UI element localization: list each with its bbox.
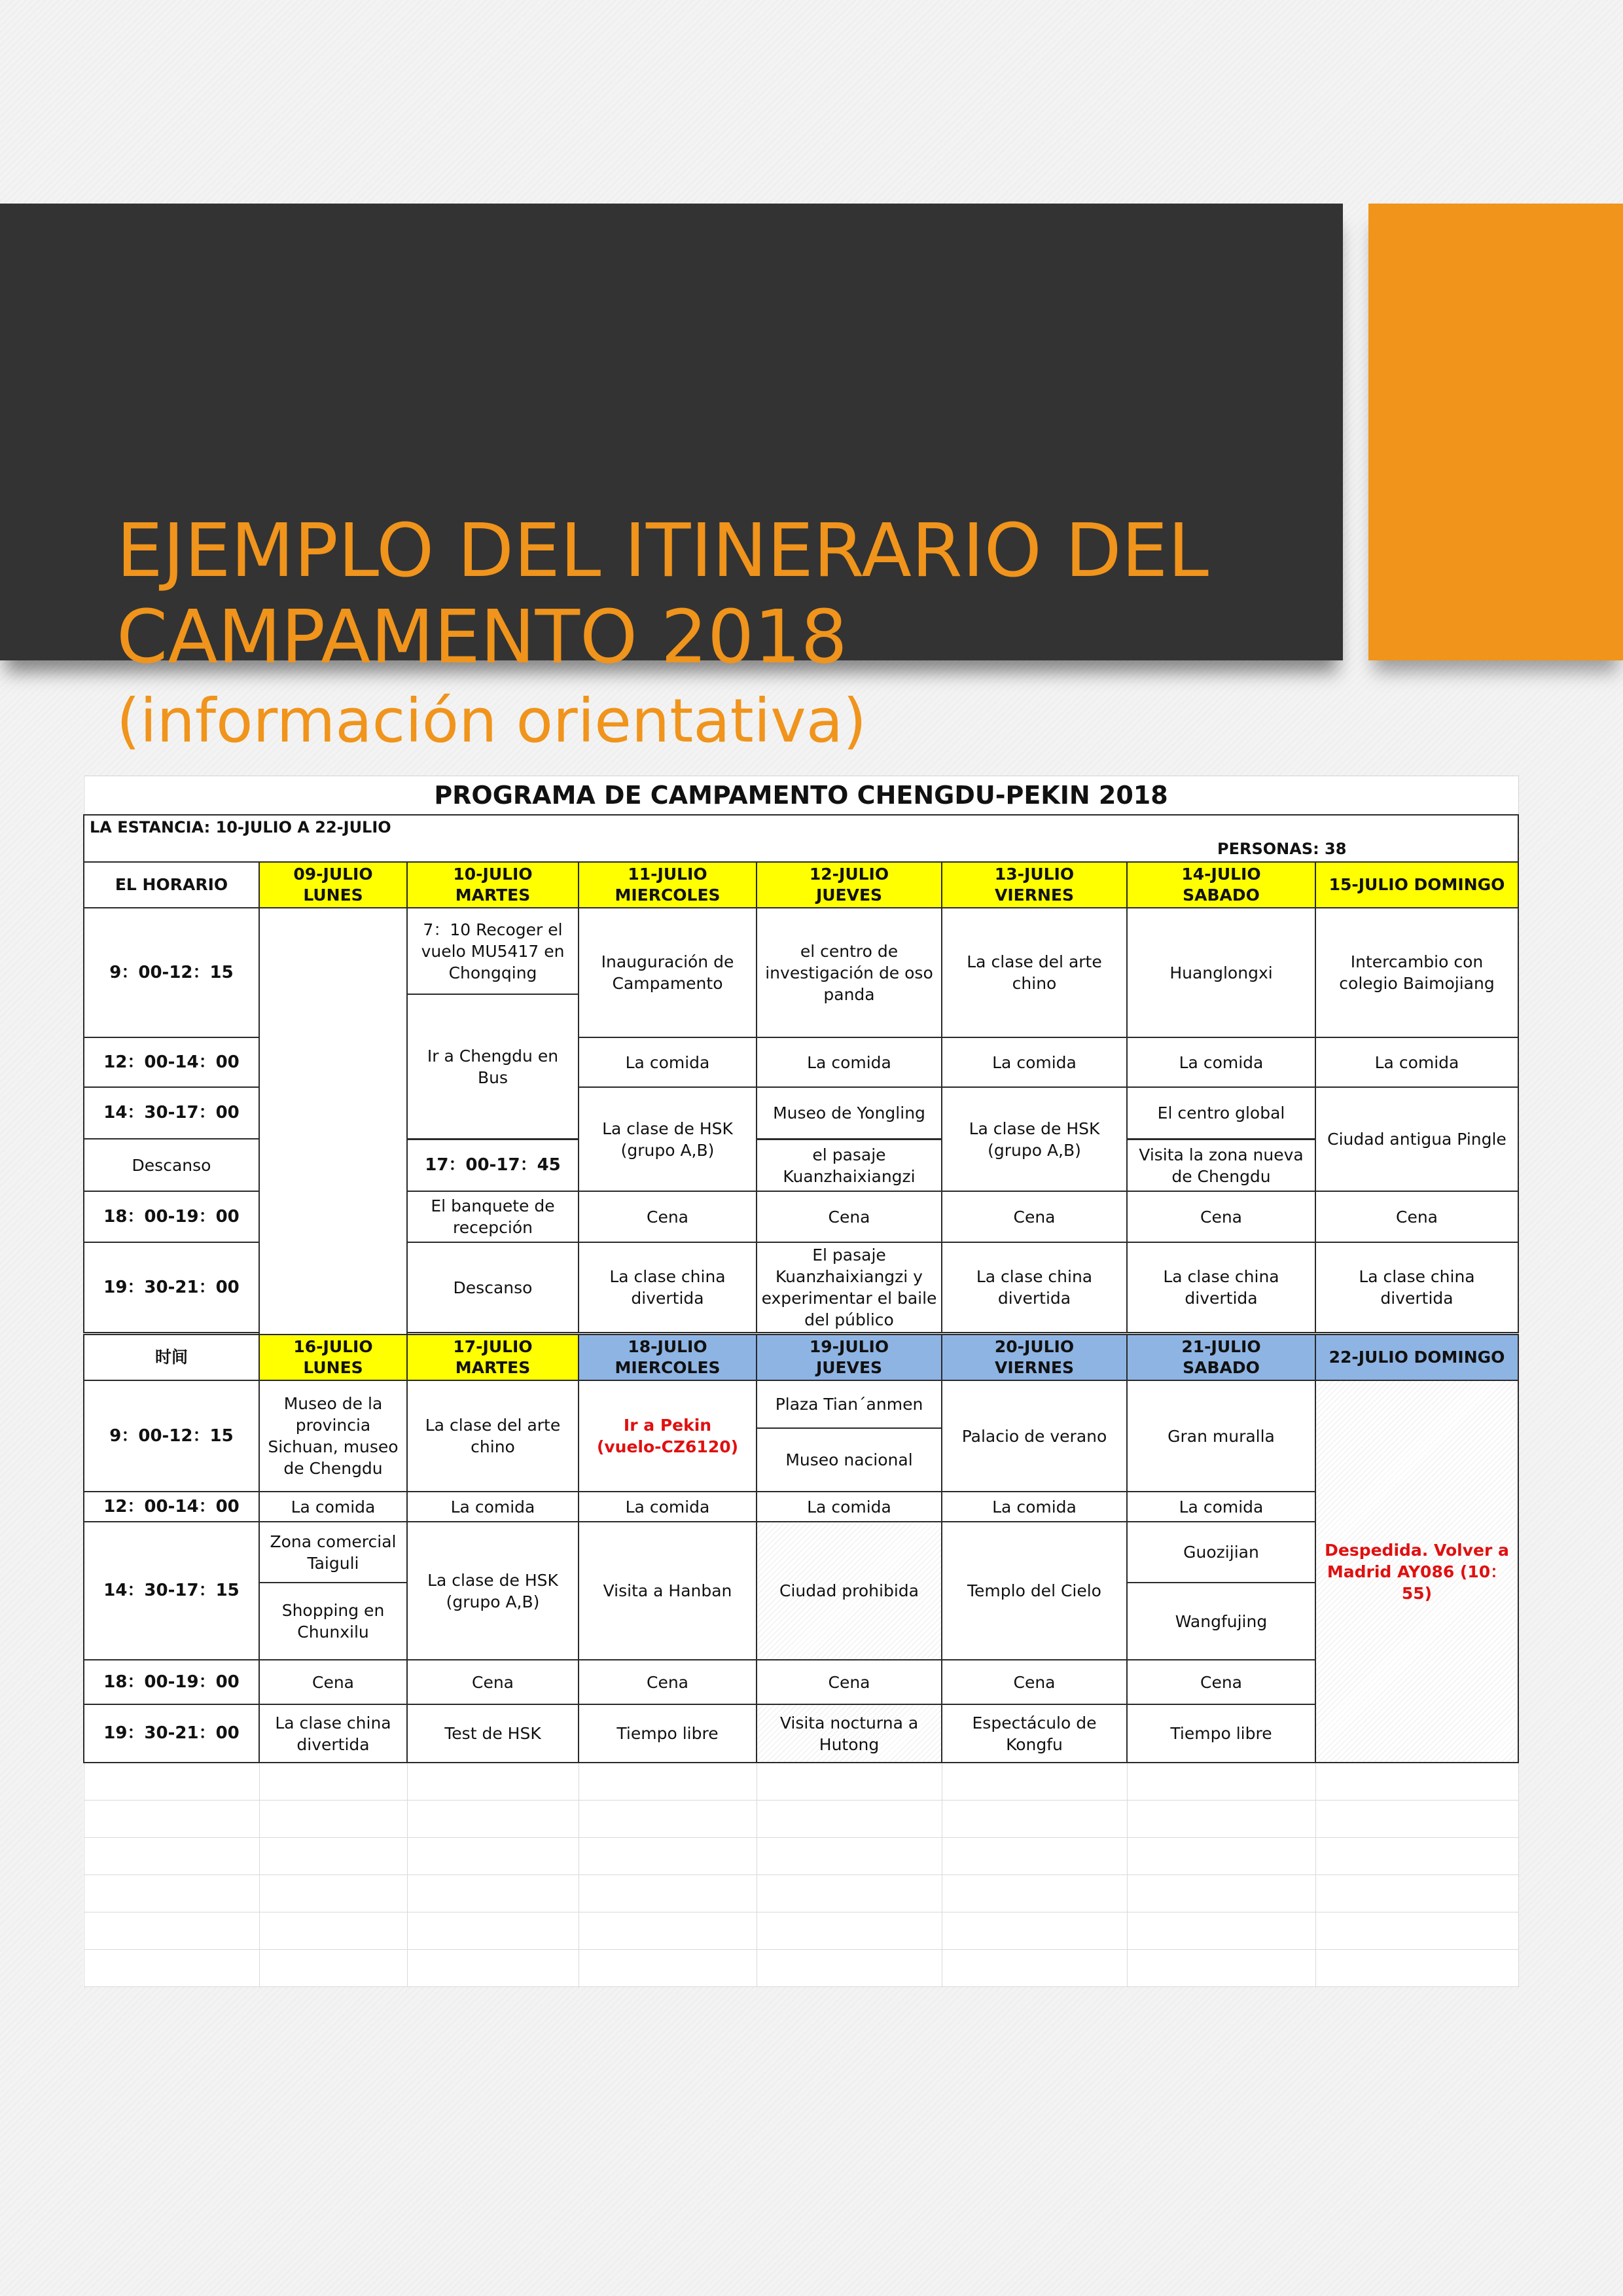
schedule-cell: El centro global [1127,1087,1315,1139]
schedule-cell: Cena [1315,1191,1518,1242]
schedule-cell: Plaza Tian´anmen [757,1380,942,1428]
empty-grid-cell [1315,1838,1518,1875]
empty-grid-cell [942,1912,1127,1950]
schedule-cell: Huanglongxi [1127,908,1315,1037]
empty-grid-cell [84,1838,259,1875]
flight-line-1: Ir a Pekin [623,1416,712,1435]
time-slot: 9：00-12：15 [84,1380,259,1492]
empty-grid-cell [84,1801,259,1838]
schedule-cell: El banquete de recepción [407,1191,579,1242]
orange-accent-block [1368,204,1623,660]
empty-grid-cell [757,1912,942,1950]
schedule-cell: La comida [259,1492,407,1522]
time-slot: 9：00-12：15 [84,908,259,1037]
schedule-cell: Intercambio con colegio Baimojiang [1315,908,1518,1037]
day-header [259,1335,407,1380]
schedule-cell: La clase del arte chino [407,1380,579,1492]
empty-grid-cell [1127,1950,1315,1987]
day-name: JUEVES [815,1358,883,1377]
table-title-row [84,776,1518,816]
empty-grid-cell [84,1875,259,1912]
time-slot: 14：30-17：00 [84,1087,259,1139]
empty-grid-cell [942,1838,1127,1875]
day-header [579,862,757,908]
empty-grid-cell [1127,1875,1315,1912]
day-date: 12-JULIO [809,865,889,884]
table-title: PROGRAMA DE CAMPAMENTO CHENGDU-PEKIN 2018 [84,776,1518,816]
empty-grid-cell [259,1801,407,1838]
day-date: 09-JULIO [293,865,373,884]
day-header [407,1335,579,1380]
day-name: VIERNES [995,886,1074,905]
empty-grid-cell [579,1838,757,1875]
empty-grid-cell [757,1875,942,1912]
empty-grid-cell [1127,1912,1315,1950]
empty-grid-cell [1127,1763,1315,1801]
day-date: 11-JULIO [628,865,707,884]
schedule-cell: Museo de Yongling [757,1087,942,1139]
day-name: MIERCOLES [615,1358,721,1377]
schedule-cell: Cena [757,1191,942,1242]
schedule-cell: La clase de HSK (grupo A,B) [942,1087,1127,1191]
empty-grid-cell [407,1875,579,1912]
schedule-cell: Tiempo libre [1127,1704,1315,1763]
schedule-cell: La clase china divertida [259,1704,407,1763]
schedule-cell: el pasaje Kuanzhaixiangzi [757,1139,942,1191]
schedule-cell: Test de HSK [407,1704,579,1763]
empty-grid-cell [942,1950,1127,1987]
schedule-cell: Visita a Hanban [579,1522,757,1660]
empty-grid-cell [757,1801,942,1838]
camp-schedule-table [83,776,1519,1987]
empty-grid-cell [579,1875,757,1912]
stay-row [84,815,1518,862]
schedule-cell: Cena [1127,1660,1315,1704]
schedule-cell: Wangfujing [1127,1583,1315,1660]
day-header: 22-JULIO DOMINGO [1315,1335,1518,1380]
week1-header-row [84,862,1518,908]
day-name: JUEVES [815,886,883,905]
schedule-cell: Inauguración de Campamento [579,908,757,1037]
schedule-cell: Templo del Cielo [942,1522,1127,1660]
empty-grid-row [84,1801,1518,1838]
schedule-cell: La clase china divertida [1315,1242,1518,1333]
schedule-cell: La comida [579,1492,757,1522]
flight-cell [579,1380,757,1492]
persons-count: PERSONAS: 38 [1217,840,1347,858]
schedule-cell: La clase de HSK (grupo A,B) [579,1087,757,1191]
time-slot: 12：00-14：00 [84,1037,259,1087]
title-banner [0,204,1343,756]
schedule-cell: La comida [579,1037,757,1087]
day-header [579,1335,757,1380]
day-date: 14-JULIO [1181,865,1261,884]
schedule-cell: Ciudad prohibida [757,1522,942,1660]
day-date: 20-JULIO [994,1337,1075,1356]
day-header [1127,862,1315,908]
day-name: LUNES [303,886,363,905]
table-row [84,1492,1518,1522]
schedule-cell: Visita nocturna a Hutong [757,1704,942,1763]
day-name: SABADO [1183,886,1260,905]
day-name: LUNES [303,1358,363,1377]
time-slot: 12：00-14：00 [84,1492,259,1522]
time-slot: 14：30-17：15 [84,1522,259,1660]
schedule-cell: Cena [942,1660,1127,1704]
empty-grid-cell [1315,1912,1518,1950]
empty-grid-cell [579,1950,757,1987]
week2-header-row [84,1335,1518,1380]
empty-grid-cell [407,1763,579,1801]
empty-grid-cell [84,1950,259,1987]
day-name: MIERCOLES [615,886,721,905]
schedule-cell: Cena [579,1660,757,1704]
horario-header: EL HORARIO [84,862,259,908]
time-slot: 18：00-19：00 [84,1660,259,1704]
title-subtitle: (información orientativa) [116,686,867,756]
schedule-cell: Visita la zona nueva de Chengdu [1127,1139,1315,1191]
day-header [757,862,942,908]
schedule-cell: La comida [1127,1037,1315,1087]
empty-grid-cell [942,1801,1127,1838]
day-date: 18-JULIO [628,1337,707,1356]
empty-grid-cell [579,1912,757,1950]
day-name: SABADO [1183,1358,1260,1377]
empty-grid-cell [407,1838,579,1875]
empty-grid-cell [757,1950,942,1987]
schedule-cell: La comida [1127,1492,1315,1522]
empty-grid-cell [84,1912,259,1950]
schedule-cell: La comida [1315,1037,1518,1087]
schedule-cell: Zona comercial Taiguli [259,1522,407,1583]
time-slot: 19：30-21：00 [84,1242,259,1333]
time-slot: 18：00-19：00 [84,1191,259,1242]
day-date: 19-JULIO [809,1337,889,1356]
empty-grid-cell [1315,1801,1518,1838]
day-header [407,862,579,908]
day-date: 21-JULIO [1181,1337,1261,1356]
schedule-cell: Palacio de verano [942,1380,1127,1492]
schedule-cell: La clase china divertida [579,1242,757,1333]
day-date: 17-JULIO [453,1337,533,1356]
schedule-cell: Museo de la provincia Sichuan, museo de Chengdu [259,1380,407,1492]
table-row [84,1380,1518,1428]
empty-grid-cell [407,1950,579,1987]
empty-grid-row [84,1763,1518,1801]
empty-grid-cell [942,1763,1127,1801]
schedule-cell: Ir a Chengdu en Bus [407,994,579,1139]
schedule-cell: 7：10 Recoger el vuelo MU5417 en Chongqing [407,908,579,994]
empty-grid-cell [1127,1801,1315,1838]
schedule-cell: Descanso [407,1242,579,1333]
stay-dates: LA ESTANCIA: 10-JULIO A 22-JULIO [90,818,391,836]
table-row [84,908,1518,994]
day-header [942,862,1127,908]
day-name: MARTES [455,1358,531,1377]
empty-grid-row [84,1875,1518,1912]
schedule-cell: La clase del arte chino [942,908,1127,1037]
title-line-2: CAMPAMENTO 2018 [116,595,847,680]
schedule-cell: Espectáculo de Kongfu [942,1704,1127,1763]
schedule-cell: Gran muralla [1127,1380,1315,1492]
empty-grid-cell [1315,1950,1518,1987]
schedule-cell: Cena [942,1191,1127,1242]
schedule-cell: Tiempo libre [579,1704,757,1763]
empty-grid-cell [757,1763,942,1801]
empty-grid-cell [579,1801,757,1838]
table-row [84,1660,1518,1704]
schedule-cell: Cena [407,1660,579,1704]
empty-grid-cell [1127,1838,1315,1875]
farewell-cell: Despedida. Volver a Madrid AY086 (10：55) [1315,1380,1518,1763]
day-header: 15-JULIO DOMINGO [1315,862,1518,908]
stay-info [84,815,1518,862]
time-slot: 17：00-17：45 [407,1139,579,1191]
schedule-cell: Guozijian [1127,1522,1315,1583]
schedule-cell: Cena [757,1660,942,1704]
day-header [757,1335,942,1380]
time-slot: 19：30-21：00 [84,1704,259,1763]
schedule-cell: Shopping en Chunxilu [259,1583,407,1660]
schedule-cell: el centro de investigación de oso panda [757,908,942,1037]
schedule-cell: La comida [757,1492,942,1522]
day-date: 13-JULIO [994,865,1075,884]
empty-grid-row [84,1912,1518,1950]
empty-grid-cell [84,1763,259,1801]
schedule-cell: La comida [757,1037,942,1087]
schedule-cell: La comida [407,1492,579,1522]
schedule-cell: La clase de HSK (grupo A,B) [407,1522,579,1660]
schedule-cell: La comida [942,1492,1127,1522]
schedule-cell: El pasaje Kuanzhaixiangzi y experimentar el baile del público [757,1242,942,1333]
empty-day-cell [259,908,407,1335]
empty-grid-row [84,1950,1518,1987]
empty-grid-cell [579,1763,757,1801]
table-row [84,1522,1518,1583]
title-line-1: EJEMPLO DEL ITINERARIO DEL [116,509,1209,594]
schedule-cell: Ciudad antigua Pingle [1315,1087,1518,1191]
schedule-cell: Cena [1127,1191,1315,1242]
day-name: MARTES [455,886,531,905]
table-row [84,1704,1518,1763]
empty-grid-cell [259,1838,407,1875]
day-header [259,862,407,908]
page-title [116,508,1209,762]
empty-grid-cell [259,1763,407,1801]
horario-header: 时间 [84,1335,259,1380]
empty-grid-cell [259,1950,407,1987]
flight-line-2: (vuelo-CZ6120) [596,1437,739,1456]
day-header [942,1335,1127,1380]
empty-grid-cell [1315,1763,1518,1801]
day-date: 10-JULIO [453,865,533,884]
schedule-cell: La clase china divertida [1127,1242,1315,1333]
empty-grid-cell [757,1838,942,1875]
schedule-cell: La clase china divertida [942,1242,1127,1333]
empty-grid-row [84,1838,1518,1875]
schedule-cell: Descanso [84,1139,259,1191]
empty-grid-cell [259,1912,407,1950]
schedule-cell: Museo nacional [757,1428,942,1492]
empty-grid-cell [942,1875,1127,1912]
empty-grid-cell [407,1912,579,1950]
day-date: 16-JULIO [293,1337,373,1356]
empty-grid-cell [259,1875,407,1912]
day-header [1127,1335,1315,1380]
empty-grid-cell [1315,1875,1518,1912]
empty-grid-cell [407,1801,579,1838]
schedule-cell: La comida [942,1037,1127,1087]
schedule-cell: Cena [259,1660,407,1704]
day-name: VIERNES [995,1358,1074,1377]
schedule-cell: Cena [579,1191,757,1242]
